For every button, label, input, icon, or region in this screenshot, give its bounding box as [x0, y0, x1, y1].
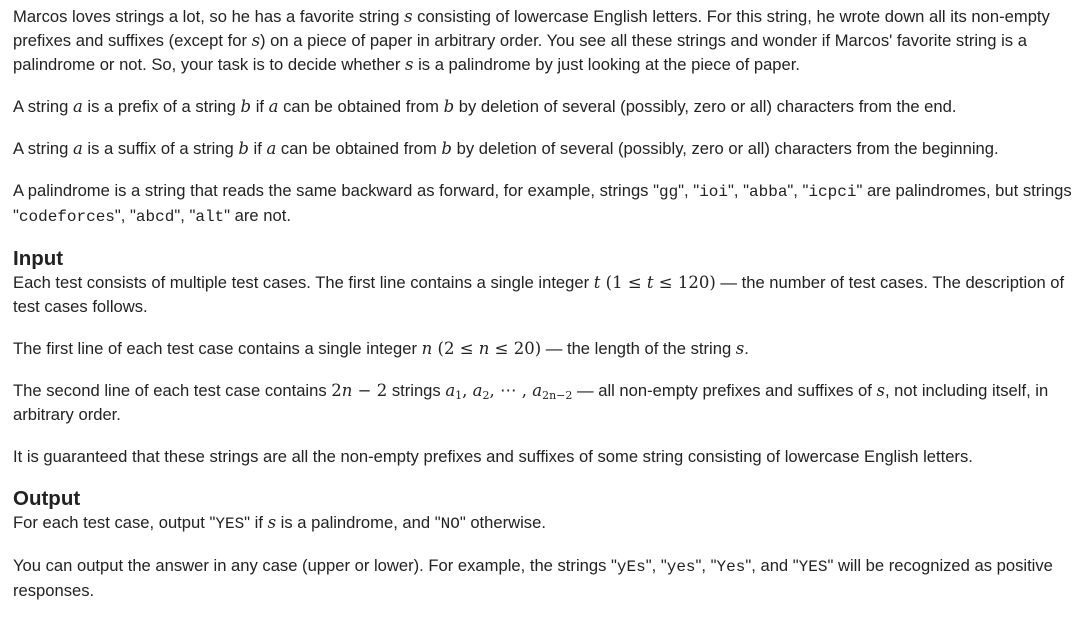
text: if — [251, 97, 269, 116]
input-paragraph-4: It is guaranteed that these strings are all the non-empty prefixes and suffixes of some string consisting of lowercase English letters. — [13, 447, 973, 466]
text: A palindrome is a string that reads the same backward as forward, for example, strings " — [13, 181, 659, 200]
code-literal: YES — [798, 558, 828, 576]
legend-paragraph-3 — [13, 137, 1075, 161]
text: , not including itself, in arbitrary order. — [13, 381, 1049, 424]
text: " are palindromes, but strings " — [13, 181, 1072, 225]
text: is a prefix of a string — [82, 97, 241, 116]
math-var: b — [240, 97, 252, 116]
text: . — [744, 339, 749, 358]
code-literal: yEs — [616, 558, 646, 576]
text: is a palindrome by just looking at the piece of paper. — [413, 55, 800, 74]
code-literal: abcd — [135, 208, 175, 226]
math-var: a — [72, 139, 83, 158]
input-paragraph-1 — [13, 271, 1075, 319]
text: ", " — [114, 206, 136, 225]
legend-paragraph-4 — [13, 179, 1075, 229]
math-var: a — [472, 381, 483, 400]
text: ", " — [787, 181, 809, 200]
text: " if — [244, 513, 268, 532]
text: " are not. — [224, 206, 291, 225]
text: A string — [13, 97, 73, 116]
input-paragraph-2 — [13, 337, 1075, 361]
math-subscript: 1 — [455, 389, 463, 402]
code-literal: icpci — [808, 183, 857, 201]
math-var: a — [72, 97, 83, 116]
math-var: n — [478, 339, 490, 358]
math-text: ≤ 120) — [653, 273, 716, 292]
code-literal: ioi — [699, 183, 728, 201]
math-var: s — [405, 55, 414, 74]
math-text: , — [462, 381, 473, 400]
math-var: s — [404, 7, 413, 26]
text: For each test case, output " — [13, 513, 216, 532]
text: Marcos loves strings a lot, so he has a favorite string — [13, 7, 405, 26]
text: ", " — [695, 556, 717, 575]
math-subscript: 2 — [482, 389, 490, 402]
output-paragraph-2 — [13, 554, 1075, 603]
code-literal: Yes — [716, 558, 746, 576]
output-paragraph-1 — [13, 511, 1075, 536]
code-literal: abba — [749, 183, 788, 201]
text: if — [248, 139, 267, 158]
text: — all non-empty prefixes and suffixes of — [572, 381, 877, 400]
text: A string — [13, 139, 73, 158]
text: can be obtained from — [278, 97, 444, 116]
text: ", and " — [745, 556, 799, 575]
text: " otherwise. — [459, 513, 546, 532]
text: strings — [387, 381, 446, 400]
text: can be obtained from — [276, 139, 442, 158]
math-var: s — [735, 339, 745, 358]
text: ) on a piece of paper in arbitrary order. You see all these strings and wonder if Marcos' favorite string is a palindrome or not. So, your task is to decide whether — [13, 31, 1027, 74]
math-text: (2 ≤ — [432, 339, 479, 358]
code-literal: NO — [440, 515, 460, 533]
code-literal: codeforces — [18, 208, 115, 226]
math-var: t — [593, 273, 601, 292]
math-var: a — [266, 139, 277, 158]
text: The second line of each test case contains — [13, 381, 332, 400]
legend-paragraph-1 — [13, 5, 1075, 77]
math-var: b — [443, 97, 455, 116]
math-var: a — [445, 381, 456, 400]
text: — the number of test cases. The description of test cases follows. — [13, 273, 1065, 316]
legend-paragraph-2 — [13, 95, 1075, 119]
code-literal: alt — [195, 208, 225, 226]
math-text: (1 ≤ — [600, 273, 647, 292]
math-var: s — [876, 381, 885, 400]
text: ", " — [728, 181, 750, 200]
math-var: s — [251, 31, 261, 50]
text: Each test consists of multiple test cases. The first line contains a single integer — [13, 273, 594, 292]
text: by deletion of several (possibly, zero or all) characters from the beginning. — [451, 139, 999, 158]
math-var: b — [238, 139, 249, 158]
text: is a suffix of a string — [82, 139, 239, 158]
text: ", " — [645, 556, 667, 575]
text: is a palindrome, and " — [276, 513, 441, 532]
math-text: 2 — [331, 381, 342, 400]
math-text: , ⋯ , — [489, 381, 533, 400]
code-literal: yes — [666, 558, 696, 576]
math-var: b — [441, 139, 452, 158]
code-literal: gg — [658, 183, 679, 201]
text: The first line of each test case contains a single integer — [13, 339, 422, 358]
input-section-title: Input — [13, 247, 64, 270]
math-var: t — [646, 273, 654, 292]
math-text: − 2 — [352, 381, 388, 400]
text: ", " — [174, 206, 196, 225]
text: You can output the answer in any case (upper or lower). For example, the strings " — [13, 556, 617, 575]
problem-statement — [13, 5, 1075, 621]
output-section-title: Output — [13, 487, 81, 510]
math-text: ≤ 20) — [489, 339, 542, 358]
text: " will be recognized as positive responses. — [13, 556, 1053, 600]
text: consisting of lowercase English letters. For this string, he wrote down all its non-empty prefixes and suffixes (except for — [13, 7, 1050, 50]
math-var: a — [268, 97, 279, 116]
math-var: s — [267, 513, 277, 532]
text: — the length of the string — [541, 339, 736, 358]
code-literal: YES — [215, 515, 245, 533]
text: ", " — [678, 181, 700, 200]
math-var: n — [341, 381, 353, 400]
text: by deletion of several (possibly, zero or all) characters from the end. — [454, 97, 957, 116]
input-paragraph-3 — [13, 379, 1075, 427]
math-var: a — [532, 381, 543, 400]
math-var: n — [421, 339, 433, 358]
math-subscript: 2n−2 — [542, 389, 573, 402]
